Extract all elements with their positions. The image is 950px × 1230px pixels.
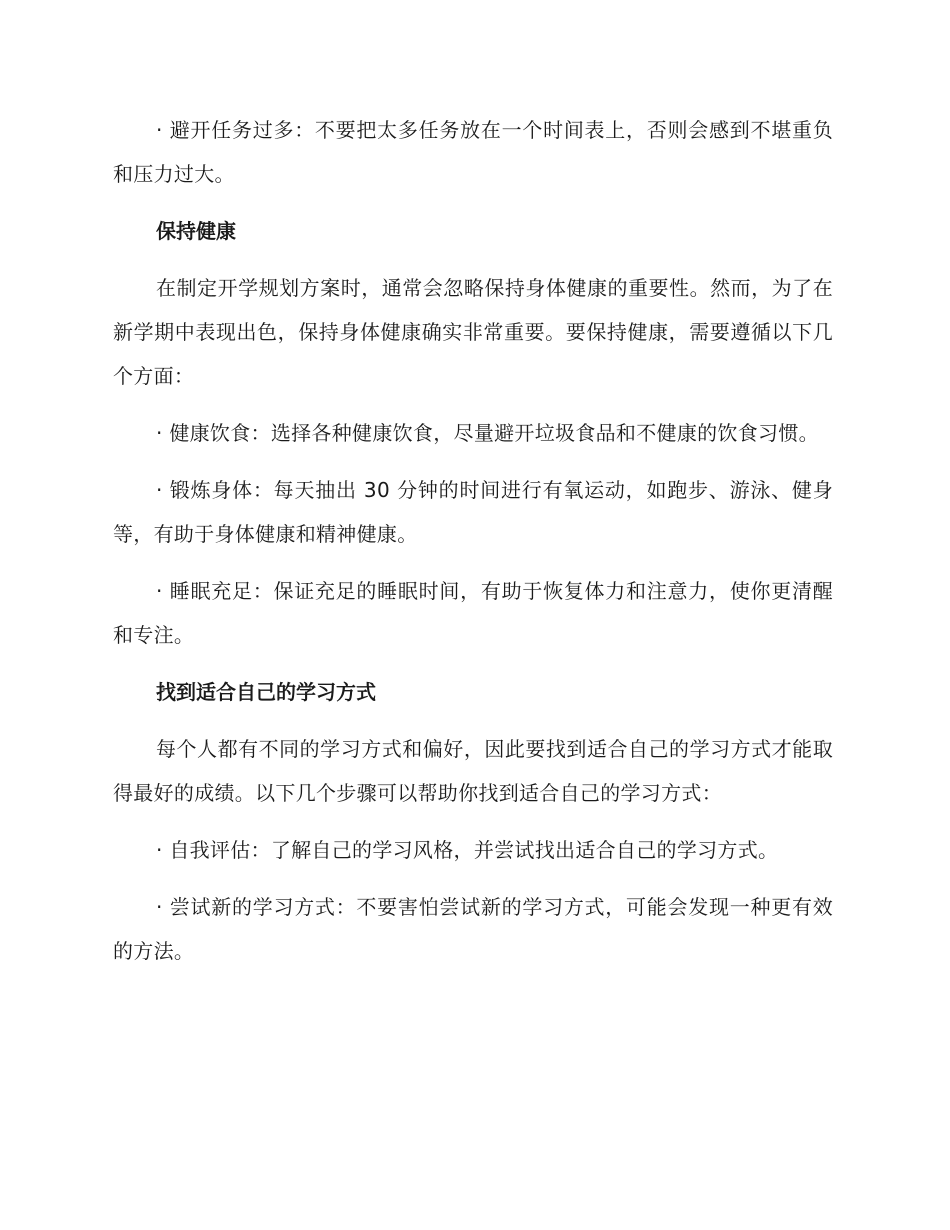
- bullet-sleep: · 睡眠充足：保证充足的睡眠时间，有助于恢复体力和注意力，使你更清醒和专注。: [113, 579, 833, 647]
- section-heading-learning-style: 找到适合自己的学习方式: [156, 680, 376, 704]
- learning-intro-paragraph: 每个人都有不同的学习方式和偏好，因此要找到适合自己的学习方式才能取得最好的成绩。以下几个步骤可以帮助你找到适合自己的学习方式：: [113, 737, 833, 805]
- bullet-self-assessment: · 自我评估：了解自己的学习风格，并尝试找出适合自己的学习方式。: [156, 838, 779, 862]
- bullet-try-new-methods: · 尝试新的学习方式：不要害怕尝试新的学习方式，可能会发现一种更有效的方法。: [113, 895, 833, 963]
- bullet-healthy-diet: · 健康饮食：选择各种健康饮食，尽量避开垃圾食品和不健康的饮食习惯。: [156, 421, 819, 445]
- health-intro-paragraph: 在制定开学规划方案时，通常会忽略保持身体健康的重要性。然而，为了在新学期中表现出色，保持身体健康确实非常重要。要保持健康，需要遵循以下几个方面：: [113, 276, 833, 388]
- bullet-exercise: · 锻炼身体：每天抽出 30 分钟的时间进行有氧运动，如跑步、游泳、健身等，有助于身体健康和精神健康。: [113, 478, 833, 546]
- document-page: [113, 108, 833, 986]
- bullet-avoid-overload: · 避开任务过多：不要把太多任务放在一个时间表上，否则会感到不堪重负和压力过大。: [113, 118, 833, 186]
- section-heading-health: 保持健康: [156, 219, 236, 243]
